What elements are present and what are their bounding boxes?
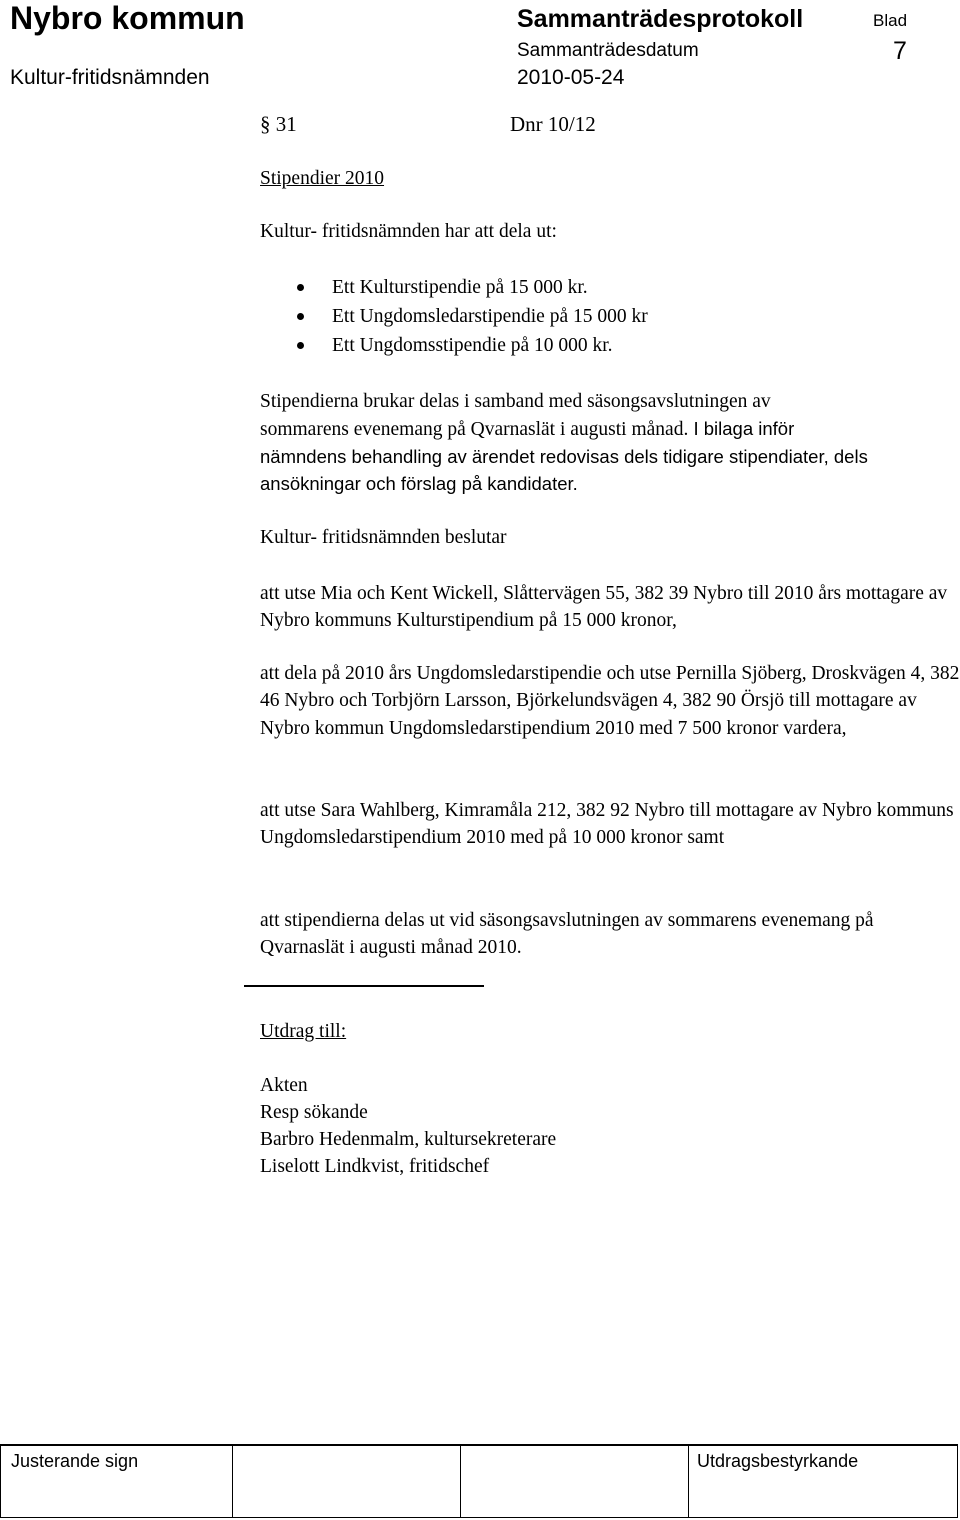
organization-name: Nybro kommun bbox=[10, 0, 245, 36]
body-line: ansökningar och förslag på kandidater. bbox=[260, 473, 578, 494]
section-heading: Stipendier 2010 bbox=[260, 168, 385, 189]
list-item: Ett Kulturstipendie på 15 000 kr. bbox=[260, 273, 940, 302]
signature-table bbox=[0, 1444, 958, 1518]
stipend-list bbox=[260, 273, 940, 360]
recipient-item: Liselott Lindkvist, fritidschef bbox=[260, 1156, 490, 1177]
signature-cell bbox=[461, 1446, 689, 1517]
list-item: Ett Ungdomsstipendie på 10 000 kr. bbox=[260, 331, 940, 360]
case-number: Dnr 10/12 bbox=[510, 112, 596, 136]
meeting-date: 2010-05-24 bbox=[517, 66, 625, 89]
extract-certifying-label: Utdragsbestyrkande bbox=[697, 1451, 859, 1471]
divider bbox=[244, 985, 484, 987]
decision-item: att utse Mia och Kent Wickell, Slåttervägen 55, 382 39 Nybro till 2010 års mottagare av Nybro kommuns Kulturstipendium på 15 000 kronor, bbox=[260, 583, 948, 632]
page-label: Blad bbox=[873, 11, 908, 30]
decision-item: att utse Sara Wahlberg, Kimramåla 212, 382 92 Nybro till mottagare av Nybro kommuns Ungdomsledarstipendium 2010 med på 10 000 kronor samt bbox=[260, 800, 954, 849]
body-line: nämndens behandling av ärendet redovisas dels tidigare stipendiater, dels bbox=[260, 446, 868, 467]
adjusting-sign-label: Justerande sign bbox=[11, 1451, 139, 1471]
signature-cell bbox=[1, 1446, 233, 1517]
page-number: 7 bbox=[893, 37, 907, 65]
decision-heading: Kultur- fritidsnämnden beslutar bbox=[260, 527, 507, 548]
committee-name: Kultur-fritidsnämnden bbox=[10, 66, 210, 89]
decision-item: att stipendierna delas ut vid säsongsavslutningen av sommarens evenemang på Qvarnaslät i augusti månad 2010. bbox=[260, 910, 874, 959]
intro-text: Kultur- fritidsnämnden har att dela ut: bbox=[260, 221, 557, 242]
meeting-date-label: Sammanträdesdatum bbox=[517, 40, 699, 61]
recipient-item: Barbro Hedenmalm, kultursekreterare bbox=[260, 1129, 557, 1150]
body-text-sans: I bilaga inför bbox=[688, 418, 795, 439]
body-line: Stipendierna brukar delas i samband med säsongsavslutningen av bbox=[260, 391, 771, 412]
body-line bbox=[260, 415, 794, 443]
list-item: Ett Ungdomsledarstipendie på 15 000 kr bbox=[260, 302, 940, 331]
certification-cell bbox=[689, 1446, 957, 1517]
body-text-serif: sommarens evenemang på Qvarnaslät i augusti månad. bbox=[260, 419, 689, 440]
signature-cell bbox=[233, 1446, 461, 1517]
document-type: Sammanträdesprotokoll bbox=[517, 5, 804, 33]
paragraph-number: § 31 bbox=[260, 112, 297, 136]
decision-item: att dela på 2010 års Ungdomsledarstipendie och utse Pernilla Sjöberg, Droskvägen 4, 382 46 Nybro och Torbjörn Larsson, Björkelundsvägen 4, 382 90 Örsjö till mottagare av Nybro kommun Ungdomsledarstipendium 2010 med 7 500 kronor vardera, bbox=[260, 663, 960, 739]
recipient-item: Resp sökande bbox=[260, 1102, 368, 1123]
recipient-item: Akten bbox=[260, 1075, 308, 1096]
extract-heading: Utdrag till: bbox=[260, 1021, 347, 1042]
